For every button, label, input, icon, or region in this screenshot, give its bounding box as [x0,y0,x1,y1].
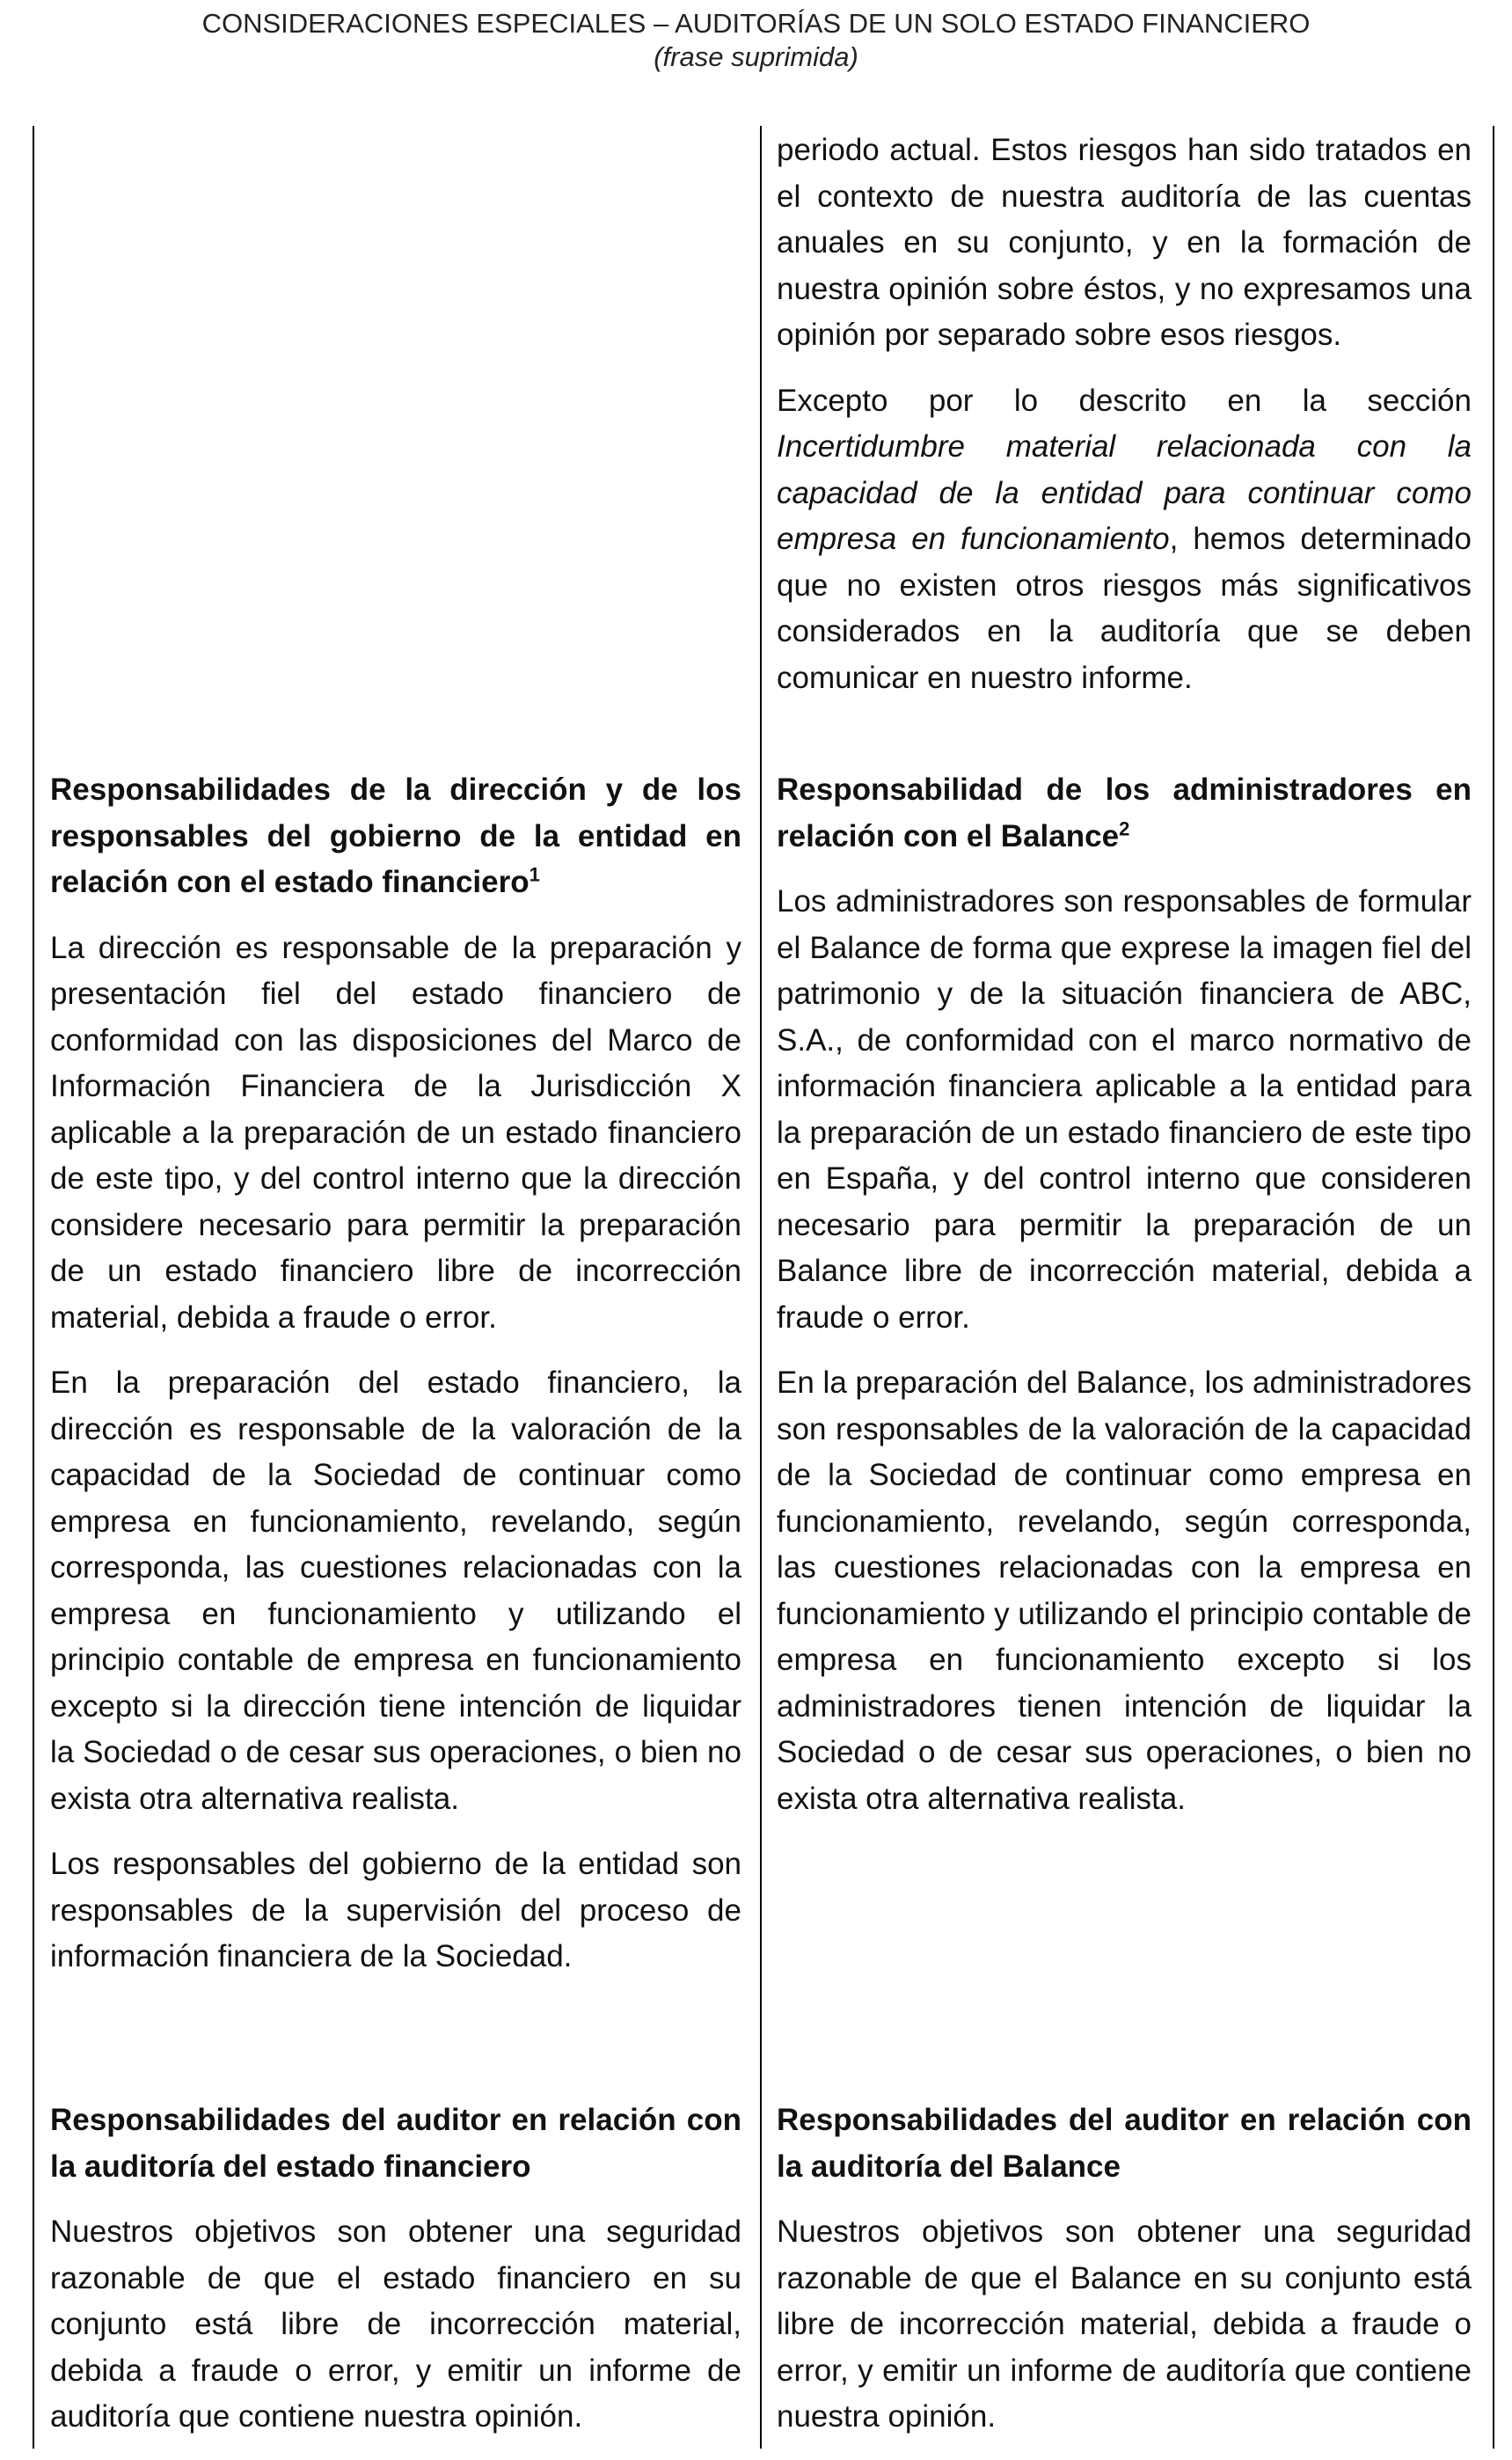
left-auditor-heading: Responsabilidades del auditor en relación con la auditoría del estado financiero [50,2103,741,2184]
right-auditor-p1: Nuestros objetivos son obtener una seguridad razonable de que el Balance en su conjunto está libre de incorrección material, debida a fraude o error, y emitir un informe de auditoría que contiene nuestra opinión. [777,2215,1472,2434]
except-paragraph: Excepto por lo descrito en la sección Incertidumbre material relacionada con la capacidad de la entidad para continuar como empresa en funcionamiento, hemos determinado que no existen otros riesgos más significativos considerados en la auditoría que se deben comunicar en nuestro informe. [777,383,1472,695]
left-management-heading: Responsabilidades de la dirección y de los responsables del gobierno de la entidad en relación con el estado financiero$^1$ [50,772,741,899]
column-divider [760,126,762,2449]
left-auditor-p1: Nuestros objetivos son obtener una seguridad razonable de que el estado financiero en su conjunto está libre de incorrección material, debida a fraude o error, y emitir un informe de auditoría que contiene nuestra opinión. [50,2215,741,2434]
right-management-heading: Responsabilidad de los administradores en relación con el Balance$^2$ [777,772,1472,853]
page-title: CONSIDERACIONES ESPECIALES – AUDITORÍAS DE UN SOLO ESTADO FINANCIERO [201,8,1311,39]
page-header [0,7,1512,74]
right-management-p1: Los administradores son responsables de formular el Balance de forma que exprese la imagen fiel del patrimonio y de la situación financiera de ABC, S.A., de conformidad con el marco normativo de información financiera aplicable a la entidad para la preparación de un estado financiero de este tipo en España, y del control interno que consideren necesario para permitir la preparación de un Balance libre de incorrección material, debida a fraude o error. [777,884,1472,1335]
section-reference: Incertidumbre material relacionada con la capacidad de la entidad para continuar como empresa en funcionamiento [777,429,1472,556]
page-subtitle: (frase suprimida) [654,41,858,72]
left-management-cell [50,767,741,2000]
left-management-p1: La dirección es responsable de la preparación y presentación fiel del estado financiero de conformidad con las disposiciones del Marco de Información Financiera de la Jurisdicción X aplicable a la preparación de un estado financiero de este tipo, y del control interno que la dirección considere necesario para permitir la preparación de un estado financiero libre de incorrección material, debida a fraude o error. [50,930,741,1335]
right-auditor-heading: Responsabilidades del auditor en relación con la auditoría del Balance [777,2103,1472,2184]
right-management-cell [777,767,1472,1841]
right-auditor-cell [777,2098,1472,2460]
left-auditor-cell [50,2098,741,2460]
risks-paragraph: periodo actual. Estos riesgos han sido tratados en el contexto de nuestra auditoría de las cuentas anuales en su conjunto, y en la formación de nuestra opinión sobre éstos, y no expresamos una opinión por separado sobre esos riesgos. [777,133,1472,352]
footnote-marker: 2 [1119,816,1130,839]
left-management-p2: En la preparación del estado financiero, la dirección es responsable de la valoración de la capacidad de la Sociedad de continuar como empresa en funcionamiento, revelando, según corresponda, las cuestiones relacionadas con la empresa en funcionamiento y utilizando el principio contable de empresa en funcionamiento excepto si la dirección tiene intención de liquidar la Sociedad o de cesar sus operaciones, o bien no exista otra alternativa realista. [50,1365,741,1816]
right-management-p2: En la preparación del Balance, los administradores son responsables de la valoración de la capacidad de la Sociedad de continuar como empresa en funcionamiento, revelando, según corresponda, las cuestiones relacionadas con la empresa en funcionamiento y utilizando el principio contable de empresa en funcionamiento excepto si los administradores tienen intención de liquidar la Sociedad o de cesar sus operaciones, o bien no exista otra alternativa realista. [777,1365,1472,1816]
footnote-marker: 1 [529,863,540,886]
right-intro-cell [777,128,1472,721]
left-management-p3: Los responsables del gobierno de la entidad son responsables de la supervisión del proceso de información financiera de la Sociedad. [50,1847,741,1973]
